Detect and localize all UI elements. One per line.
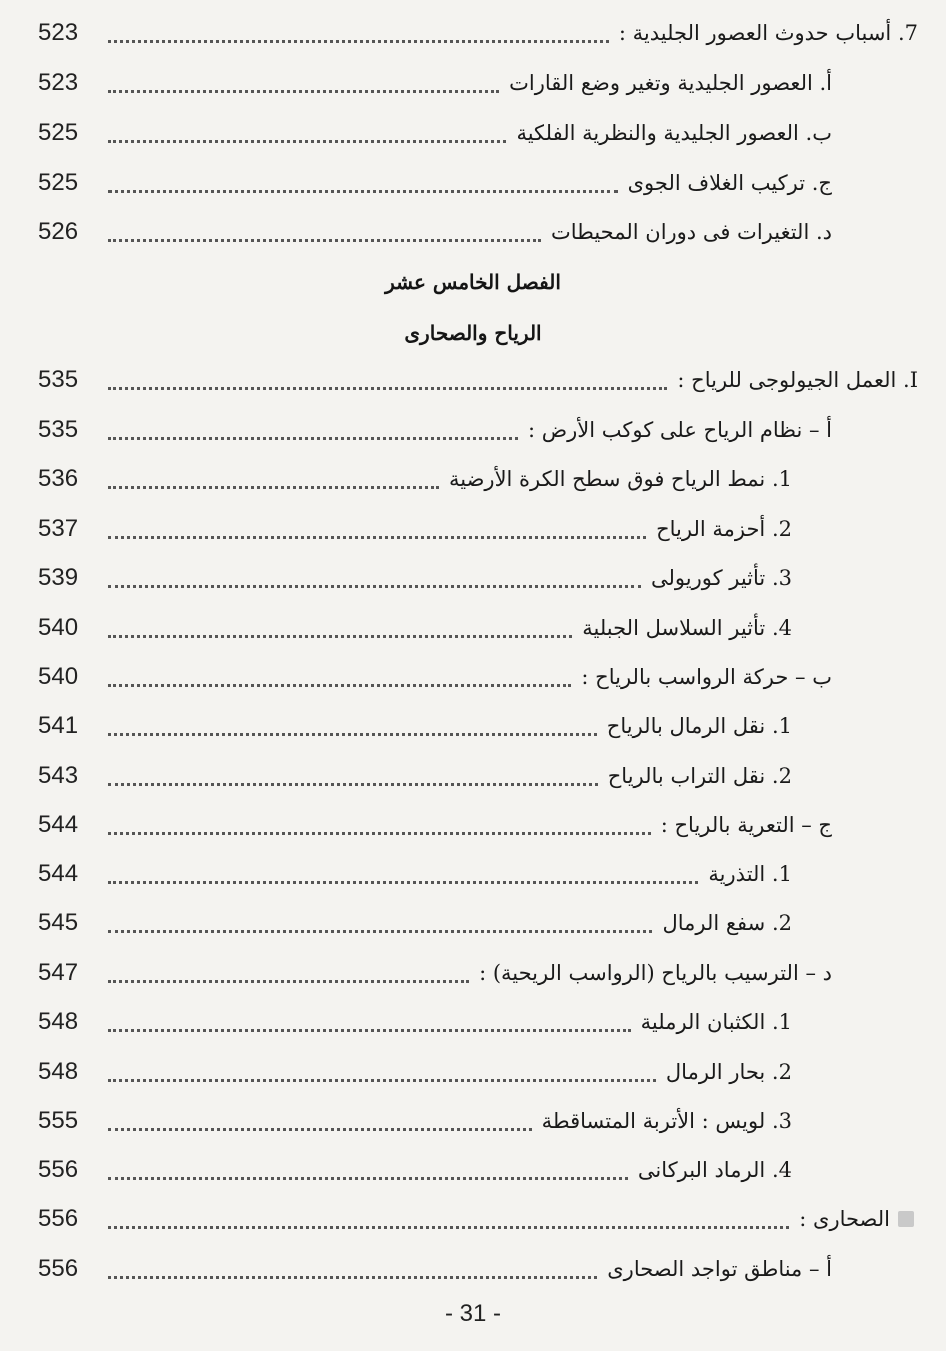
- dot-leader: [108, 684, 571, 687]
- page-number: 548: [38, 1058, 79, 1085]
- entry-title: 2. بحار الرمال: [665, 1060, 792, 1084]
- toc-entry[interactable]: [38, 608, 918, 648]
- entry-title: 1. نمط الرياح فوق سطح الكرة الأرضية: [449, 467, 792, 491]
- page-number: 523: [38, 19, 79, 46]
- entry-title: 1. التذرية: [708, 862, 792, 886]
- entry-title: I. العمل الجيولوجى للرياح :: [677, 368, 918, 392]
- dot-leader: [108, 190, 618, 193]
- toc-entry[interactable]: [38, 1101, 918, 1141]
- entry-title: الصحارى :: [799, 1207, 890, 1231]
- page-number: 541: [38, 712, 79, 739]
- toc-entry[interactable]: [38, 459, 918, 499]
- page-number: 535: [38, 366, 79, 393]
- dot-leader: [108, 930, 652, 933]
- page-number: 543: [38, 762, 79, 789]
- page-number: 545: [38, 909, 79, 936]
- dot-leader: [108, 1226, 789, 1229]
- dot-leader: [108, 90, 499, 93]
- page-number: 544: [38, 860, 79, 887]
- toc-entry[interactable]: [38, 558, 918, 598]
- entry-title: 7. أسباب حدوث العصور الجليدية :: [618, 21, 918, 45]
- dot-leader: [108, 980, 469, 983]
- toc-entry[interactable]: [38, 1150, 918, 1190]
- entry-title: د. التغيرات فى دوران المحيطات: [550, 220, 832, 244]
- chapter-title: الفصل الخامس عشر: [385, 270, 561, 294]
- dot-leader: [108, 1276, 597, 1279]
- entry-title: ج. تركيب الغلاف الجوى: [627, 171, 832, 195]
- dot-leader: [108, 387, 667, 390]
- print-smudge: [898, 1211, 914, 1227]
- page-number: 555: [38, 1107, 79, 1134]
- dot-leader: [108, 1128, 532, 1131]
- toc-entry[interactable]: [38, 113, 918, 153]
- dot-leader: [108, 1079, 656, 1082]
- dot-leader: [108, 783, 598, 786]
- toc-entry[interactable]: [38, 212, 918, 252]
- toc-entry[interactable]: [38, 1052, 918, 1092]
- toc-entry[interactable]: [38, 657, 918, 697]
- dot-leader: [108, 437, 518, 440]
- page-number: 540: [38, 663, 79, 690]
- page-number: 536: [38, 465, 79, 492]
- dot-leader: [108, 881, 698, 884]
- entry-title: 3. تأثير كوريولى: [651, 566, 792, 590]
- page-number: 544: [38, 811, 79, 838]
- toc-entry[interactable]: [38, 63, 918, 103]
- dot-leader: [108, 536, 646, 539]
- page-number: 556: [38, 1255, 79, 1282]
- dot-leader: [108, 1029, 631, 1032]
- toc-entry[interactable]: [38, 1199, 918, 1239]
- toc-entry[interactable]: [38, 163, 918, 203]
- entry-title: 2. أحزمة الرياح: [656, 517, 792, 541]
- toc-entry[interactable]: [38, 1002, 918, 1042]
- dot-leader: [108, 239, 541, 242]
- toc-entry[interactable]: [38, 854, 918, 894]
- page-number: 526: [38, 218, 79, 245]
- dot-leader: [108, 585, 641, 588]
- page-number: 525: [38, 169, 79, 196]
- page-number: 540: [38, 614, 79, 641]
- toc-entry[interactable]: [38, 509, 918, 549]
- dot-leader: [108, 140, 506, 143]
- entry-title: أ. العصور الجليدية وتغير وضع القارات: [509, 71, 832, 95]
- dot-leader: [108, 486, 439, 489]
- page-number: 535: [38, 416, 79, 443]
- toc-entry[interactable]: [38, 410, 918, 450]
- toc-entry[interactable]: [38, 13, 918, 53]
- entry-title: ب – حركة الرواسب بالرياح :: [581, 665, 832, 689]
- page-number: 548: [38, 1008, 79, 1035]
- page-number: 556: [38, 1205, 79, 1232]
- entry-title: ب. العصور الجليدية والنظرية الفلكية: [516, 121, 832, 145]
- entry-title: 2. نقل التراب بالرياح: [607, 764, 792, 788]
- chapter-subtitle: الرياح والصحارى: [404, 321, 542, 345]
- toc-entry[interactable]: [38, 953, 918, 993]
- page-number: 523: [38, 69, 79, 96]
- page-number: 556: [38, 1156, 79, 1183]
- toc-entry[interactable]: [38, 805, 918, 845]
- entry-title: أ – مناطق تواجد الصحارى: [607, 1257, 832, 1281]
- dot-leader: [108, 832, 651, 835]
- entry-title: 2. سفع الرمال: [662, 911, 792, 935]
- entry-title: ج – التعرية بالرياح :: [660, 813, 832, 837]
- page-number: 539: [38, 564, 79, 591]
- page-number: 525: [38, 119, 79, 146]
- toc-entry[interactable]: [38, 706, 918, 746]
- entry-title: د – الترسيب بالرياح (الرواسب الريحية) :: [479, 961, 832, 985]
- dot-leader: [108, 1177, 628, 1180]
- toc-entry[interactable]: [38, 756, 918, 796]
- entry-title: 1. الكثبان الرملية: [640, 1010, 792, 1034]
- page-number: 547: [38, 959, 79, 986]
- page-number: 537: [38, 515, 79, 542]
- toc-entry[interactable]: [38, 903, 918, 943]
- dot-leader: [108, 40, 609, 43]
- dot-leader: [108, 733, 597, 736]
- entry-title: 1. نقل الرمال بالرياح: [606, 714, 792, 738]
- entry-title: أ – نظام الرياح على كوكب الأرض :: [527, 418, 832, 442]
- toc-entry[interactable]: [38, 360, 918, 400]
- dot-leader: [108, 635, 572, 638]
- page-footer-number: - 31 -: [444, 1300, 501, 1327]
- toc-entry[interactable]: [38, 1249, 918, 1289]
- entry-title: 4. الرماد البركانى: [637, 1158, 792, 1182]
- entry-title: 3. لويس : الأتربة المتساقطة: [541, 1109, 792, 1133]
- entry-title: 4. تأثير السلاسل الجبلية: [582, 616, 792, 640]
